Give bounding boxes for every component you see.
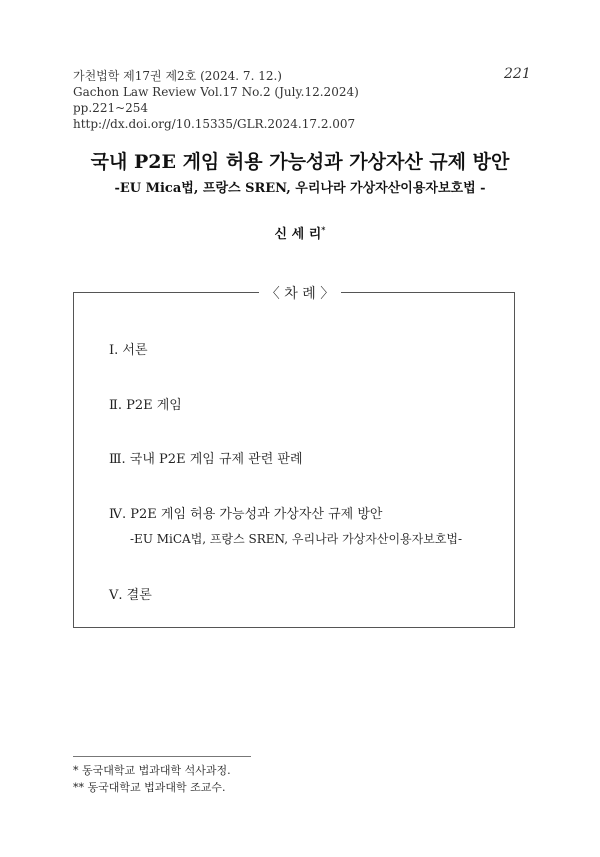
- page-range: pp.221~254: [73, 101, 149, 115]
- toc-heading: 〈 차 례 〉: [0, 283, 600, 303]
- authors: [0, 223, 600, 242]
- author-1-mark: *: [321, 224, 326, 235]
- toc-item-1: Ⅰ. 서론: [109, 343, 148, 358]
- footnote-1: * 동국대학교 법과대학 석사과정.: [73, 764, 231, 777]
- footnote-divider: [73, 756, 251, 757]
- journal-issue-kr: 가천법학 제17권 제2호 (2024. 7. 12.): [73, 69, 282, 83]
- toc-item-3: Ⅲ. 국내 P2E 게임 규제 관련 판례: [109, 452, 303, 467]
- doi-link[interactable]: http://dx.doi.org/10.15335/GLR.2024.17.2.007: [73, 117, 356, 131]
- paper-subtitle: -EU Mica법, 프랑스 SREN, 우리나라 가상자산이용자보호법 -: [114, 181, 486, 196]
- journal-header: [73, 68, 359, 132]
- toc-item-4: Ⅳ. P2E 게임 허용 가능성과 가상자산 규제 방안: [109, 507, 383, 522]
- paper-title: 국내 P2E 게임 허용 가능성과 가상자산 규제 방안: [90, 151, 510, 173]
- author-1: 신 세 리: [274, 227, 322, 242]
- toc-item-2: Ⅱ. P2E 게임: [109, 398, 182, 413]
- journal-issue-en: Gachon Law Review Vol.17 No.2 (July.12.2024): [73, 85, 359, 99]
- toc-item-4-sub: -EU MiCA법, 프랑스 SREN, 우리나라 가상자산이용자보호법-: [130, 532, 463, 546]
- page-number: 221: [504, 66, 531, 82]
- footnote-2: ** 동국대학교 법과대학 조교수.: [73, 781, 226, 794]
- toc-item-5: Ⅴ. 결론: [109, 588, 152, 603]
